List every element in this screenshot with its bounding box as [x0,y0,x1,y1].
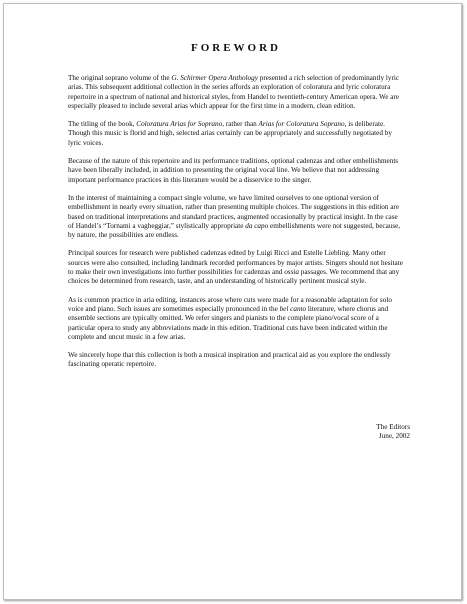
signature-block [376,423,410,442]
italic-title-text: Arias for Coloratura Soprano [258,120,345,129]
paragraph-text: Because of the nature of this repertoire and its performance traditions, optional cadenzas and other embellishments have been liberally included, in addition to presenting the original vocal line. We believe that not addressing important performance practices in this literature would be a disservice to the singer. [68,157,399,184]
paragraph-5 [68,249,404,286]
paragraph-7 [68,351,404,370]
paragraph-text: The original soprano volume of the [68,74,172,82]
paragraph-text: , is deliberate. Though this music is florid and high, selected arias certainly can be appropriately and successfully negotiated by lyric voices. [68,120,392,147]
paragraph-text: literature, where chorus and ensemble sections are typically omitted. We refer singers and pianists to the complete piano/vocal score of a particular opera to study any abbreviations made in this edition. Traditional cuts have been indicated within the complete and uncut music in a few arias. [68,304,389,341]
paragraph-text: passages. We recommend that any choices be determined from research, taste, and an understanding of historically pertinent musical style. [68,268,400,286]
paragraph-text: The titling of the book, [68,120,137,129]
italic-title-text: bel canto [279,304,307,313]
document-page [3,3,462,600]
italic-title-text: G. Schirmer Opera Anthology [171,74,258,82]
paragraph-text: presented a rich selection of predominantly lyric arias. This subsequent additional collection in the series affords an exploration of coloratura and lyric coloratura repertoire in a spectrum of national and historical styles, from Handel to twentieth-century American opera. We are especially pleased to include several arias which appear for the first time in a modern, clean edition. [68,74,400,110]
paragraph-3 [68,157,404,185]
foreword-body [68,74,404,379]
page-title: FOREWORD [191,42,281,54]
signature-date: June, 2002 [378,432,410,441]
paragraph-text: Principal sources for research were published cadenzas edited by Luigi Ricci and Estelle Liebling. Many other sources were also consulted, including landmark recorded performances by major artists. Singers should not hesitate to make their own investigations into further possibilities for cadenzas and [68,249,403,277]
paragraph-2 [68,120,404,148]
paragraph-text: , rather than [222,120,259,129]
paragraph-text: We sincerely hope that this collection is both a musical inspiration and practical aid as you explore the endlessly fascinating operatic repertoire. [68,351,391,369]
signature-name: The Editors [376,423,410,431]
paragraph-text: As is common practice in aria editing, instances arose where cuts were made for a reasonable adaptation for solo voice and piano. Such issues are sometimes especially pronounced in the [68,295,392,313]
paragraph-text: embellishments were not suggested, because, by nature, the possibilities are endless. [68,221,401,240]
italic-title-text: ossia [284,268,299,277]
paragraph-4 [68,194,404,240]
paragraph-1 [68,74,404,111]
italic-title-text: da capo [245,221,269,230]
italic-title-text: Coloratura Arias for Soprano [136,120,223,129]
paragraph-text: In the interest of maintaining a compact single volume, we have limited ourselves to one optional version of embellishment in nearly every situation, rather than presenting multiple choices. The suggestions in this edition are based on traditional interpretations and standard practices, augmented occasionally by practical insight. In the case of Handel’s “Tornami a vagheggiar,” stylistically appropriate [68,193,400,230]
paragraph-6 [68,296,404,342]
